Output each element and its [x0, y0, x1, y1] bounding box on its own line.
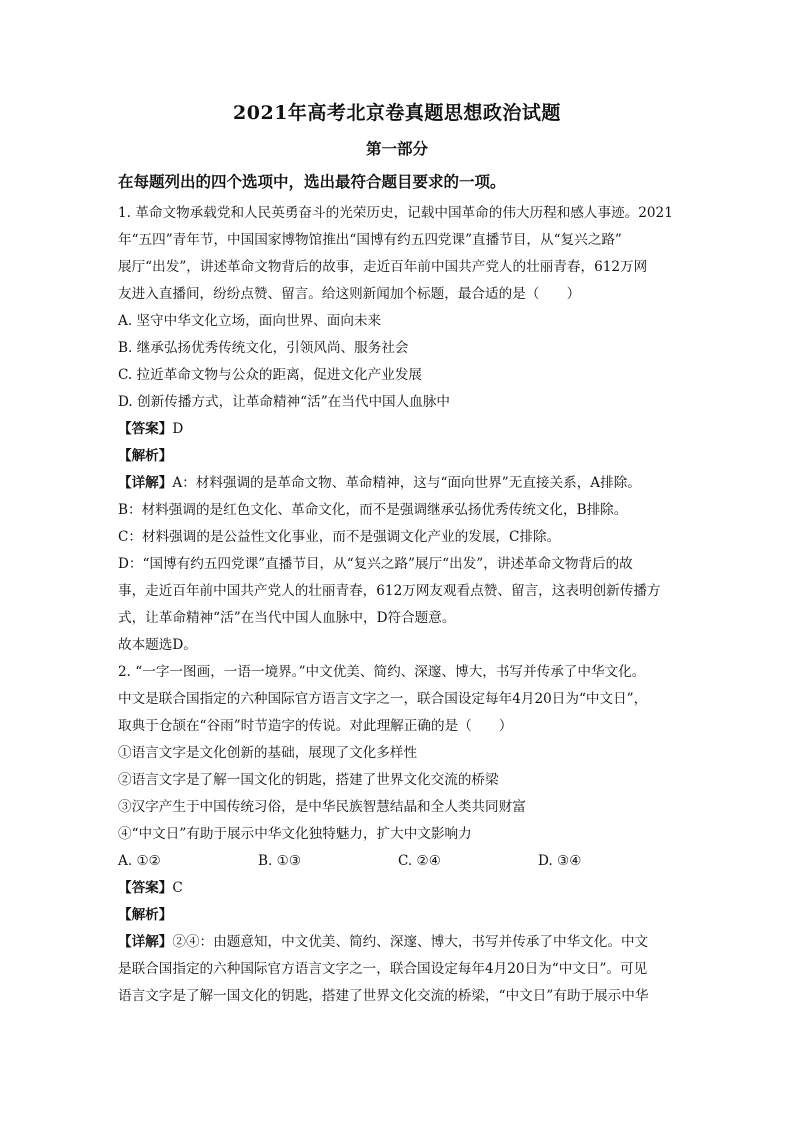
detail-label: 【详解】: [118, 475, 173, 491]
question-stem-line: 中文是联合国指定的六种国际官方语言文字之一，联合国设定每年4月20日为“中文日”，: [118, 691, 648, 707]
answer-line: [118, 875, 678, 902]
question-stem-line: 取典于仓颉在“谷雨”时节造字的传说。对此理解正确的是（ ）: [118, 718, 513, 734]
question-stem-line: 展厅“出发”，讲述革命文物背后的故事，走近百年前中国共产党人的壮丽青春，612万网: [118, 259, 648, 275]
question-stem-line: 友进入直播间，纷纷点赞、留言。给这则新闻加个标题，最合适的是（ ）: [118, 286, 581, 302]
page-title: 2021年高考北京卷真题思想政治试题: [233, 102, 561, 124]
analysis-label: 【解析】: [118, 907, 173, 923]
question-1: [118, 200, 678, 659]
option-a: A. 坚守中华文化立场，面向世界、面向未来: [118, 313, 382, 329]
questions-body: [118, 200, 678, 1010]
answer-value: C: [172, 880, 183, 896]
option-d: D. 创新传播方式，让革命精神“活”在当代中国人血脉中: [118, 394, 451, 410]
answer-line: [118, 416, 678, 443]
detail-line: [118, 929, 678, 956]
option-b: B. 继承弘扬优秀传统文化，引领风尚、服务社会: [118, 340, 409, 356]
part-heading: 第一部分: [365, 139, 428, 158]
question-stem-line: 年“五四”青年节，中国国家博物馆推出“国博有约五四党课”直播节目，从“复兴之路”: [118, 232, 622, 248]
question-stem-line: 1. 革命文物承载党和人民英勇奋斗的光荣历史，记载中国革命的伟大历程和感人事迹。2021: [118, 205, 673, 221]
detail-text: A：材料强调的是革命文物、革命精神，这与“面向世界”无直接关系，A排除。: [172, 475, 641, 491]
choice-a: A. ①②: [118, 853, 161, 869]
answer-label: 【答案】: [118, 421, 173, 437]
analysis-label: 【解析】: [118, 448, 173, 464]
detail-line: B：材料强调的是红色文化、革命文化，而不是强调继承弘扬优秀传统文化，B排除。: [118, 502, 628, 518]
statement-3: ③汉字产生于中国传统习俗，是中华民族智慧结晶和全人类共同财富: [118, 799, 526, 815]
detail-text: ②④：由题意知，中文优美、简约、深邃、博大，书写并传承了中华文化。中文: [172, 934, 649, 950]
statement-2: ②语言文字是了解一国文化的钥匙，搭建了世界文化交流的桥梁: [118, 772, 499, 788]
answer-value: D: [172, 421, 184, 437]
question-2: [118, 659, 678, 1010]
answer-label: 【答案】: [118, 880, 173, 896]
choice-c: C. ②④: [398, 853, 441, 869]
detail-line: D：“国博有约五四党课”直播节目，从“复兴之路”展厅“出发”，讲述革命文物背后的故: [118, 556, 633, 572]
statement-4: ④“中文日”有助于展示中华文化独特魅力，扩大中文影响力: [118, 826, 472, 842]
detail-line: [118, 470, 678, 497]
detail-line: 式，让革命精神“活”在当代中国人血脉中，D符合题意。: [118, 610, 456, 626]
detail-line: 故本题选D。: [118, 637, 197, 653]
answer-choices: [118, 848, 678, 875]
option-c: C. 拉近革命文物与公众的距离，促进文化产业发展: [118, 367, 423, 383]
detail-line: 是联合国指定的六种国际官方语言文字之一，联合国设定每年4月20日为“中文日”。可见: [118, 961, 648, 977]
detail-line: 语言文字是了解一国文化的钥匙，搭建了世界文化交流的桥梁，“中文日”有助于展示中华: [118, 988, 649, 1004]
question-stem-line: 2. “一字一图画，一语一境界。”中文优美、简约、深邃、博大，书写并传承了中华文化。: [118, 664, 646, 680]
detail-line: C：材料强调的是公益性文化事业，而不是强调文化产业的发展，C排除。: [118, 529, 561, 545]
statement-1: ①语言文字是文化创新的基础，展现了文化多样性: [118, 745, 418, 761]
choice-d: D. ③④: [538, 853, 582, 869]
detail-label: 【详解】: [118, 934, 173, 950]
choice-b: B. ①③: [258, 853, 302, 869]
detail-line: 事，走近百年前中国共产党人的壮丽青春，612万网友观看点赞、留言，这表明创新传播方: [118, 583, 661, 599]
section-instruction: 在每题列出的四个选项中，选出最符合题目要求的一项。: [118, 172, 506, 191]
